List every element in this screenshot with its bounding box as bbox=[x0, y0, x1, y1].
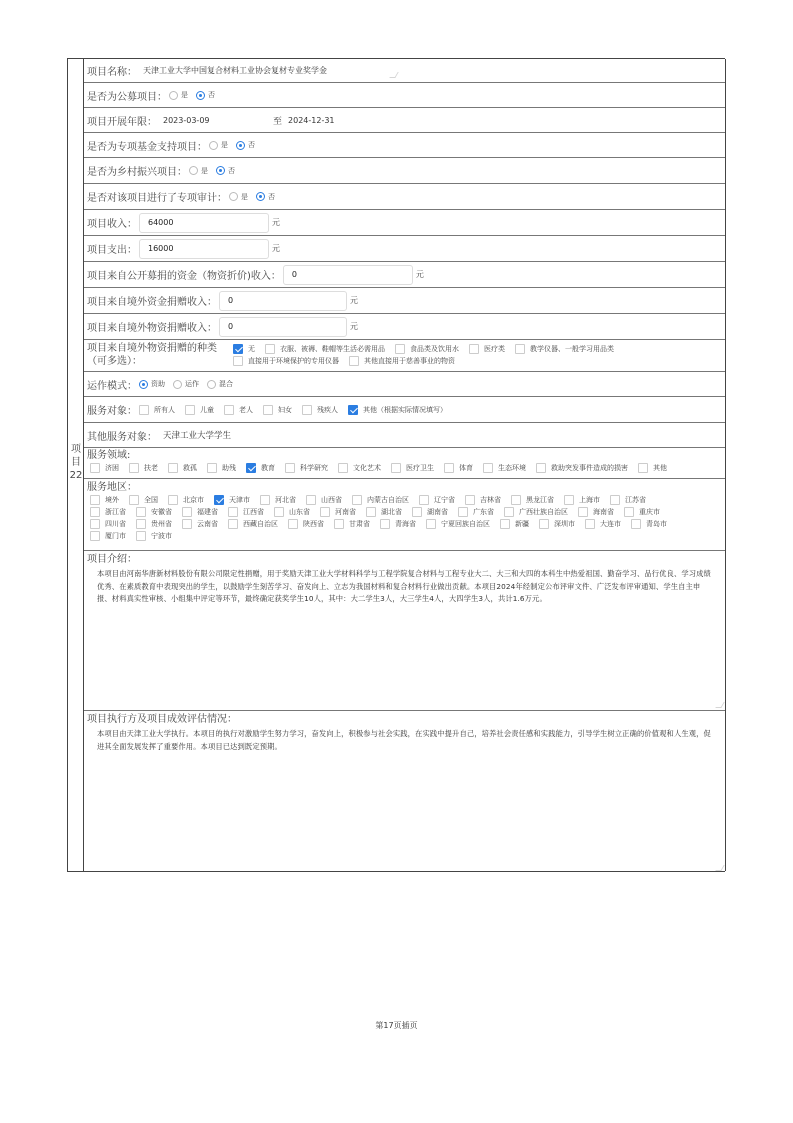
period-to-label: 至 bbox=[273, 116, 283, 127]
introduction-label: 项目介绍： bbox=[87, 554, 137, 565]
period-end-field[interactable]: 2024-12-31 bbox=[288, 115, 335, 125]
expense-input[interactable]: 16000 bbox=[139, 239, 269, 259]
region-label: 海南省 bbox=[593, 508, 614, 516]
region-label: 内蒙古自治区 bbox=[367, 496, 409, 504]
label-line: 项目来自境外物资捐赠的种类 bbox=[87, 343, 217, 354]
rural-revitalization-no-radio[interactable] bbox=[216, 166, 225, 175]
overseas-fund-income-label: 项目来自境外资金捐赠收入： bbox=[87, 297, 217, 308]
special-fund-row bbox=[84, 133, 725, 158]
region-label: 深圳市 bbox=[554, 520, 575, 528]
public-fundraising-yes-radio[interactable] bbox=[169, 91, 178, 100]
checkbox-label: 衣服、被褥、鞋帽等生活必需用品 bbox=[280, 345, 385, 353]
field-elderly-checkbox[interactable] bbox=[129, 463, 139, 473]
region-checkbox[interactable] bbox=[136, 531, 146, 541]
region-label: 上海市 bbox=[579, 496, 600, 504]
region-checkbox[interactable] bbox=[90, 507, 100, 517]
overseas-goods-income-input[interactable]: 0 bbox=[219, 317, 347, 337]
region-label: 安徽省 bbox=[151, 508, 172, 516]
region-label: 江西省 bbox=[243, 508, 264, 516]
other-targets-row bbox=[84, 423, 725, 448]
checkbox-label: 教育 bbox=[261, 464, 275, 472]
field-medical-checkbox[interactable] bbox=[391, 463, 401, 473]
radio-label-no: 否 bbox=[268, 192, 275, 201]
special-audit-label: 是否对该项目进行了专项审计： bbox=[87, 193, 227, 204]
field-education-checkbox[interactable] bbox=[246, 463, 256, 473]
overseas-goods-income-row bbox=[84, 314, 725, 340]
checkbox-label: 医疗卫生 bbox=[406, 464, 434, 472]
field-other-checkbox[interactable] bbox=[638, 463, 648, 473]
public-fund-income-unit: 元 bbox=[415, 270, 424, 279]
target-disabled-checkbox[interactable] bbox=[302, 405, 312, 415]
regions-line bbox=[88, 530, 725, 542]
region-label: 广东省 bbox=[473, 508, 494, 516]
public-fundraising-label: 是否为公募项目： bbox=[87, 91, 167, 103]
checkbox-label: 其他 bbox=[653, 464, 667, 472]
public-fund-income-input[interactable]: 0 bbox=[283, 265, 413, 285]
goods-type-none-checkbox[interactable] bbox=[233, 344, 243, 354]
overseas-goods-types-options bbox=[231, 340, 622, 367]
service-fields-row bbox=[84, 448, 725, 479]
radio-label-no: 否 bbox=[208, 91, 215, 99]
region-label: 宁波市 bbox=[151, 532, 172, 540]
region-label: 陕西省 bbox=[303, 520, 324, 528]
region-checkbox[interactable] bbox=[168, 495, 178, 505]
checkbox-label: 扶老 bbox=[144, 464, 158, 472]
checkbox-label: 其他（根据实际情况填写） bbox=[363, 405, 447, 414]
overseas-fund-income-row bbox=[84, 288, 725, 314]
radio-label-yes: 是 bbox=[201, 166, 208, 175]
region-label: 辽宁省 bbox=[434, 496, 455, 504]
region-checkbox[interactable] bbox=[334, 519, 344, 529]
region-label: 宁夏回族自治区 bbox=[441, 520, 490, 528]
resize-handle-icon[interactable] bbox=[715, 865, 724, 871]
radio-label-no: 否 bbox=[248, 141, 255, 149]
region-label: 重庆市 bbox=[639, 508, 660, 516]
radio-label: 运作 bbox=[185, 380, 199, 388]
region-label: 四川省 bbox=[105, 520, 126, 528]
field-emergency-checkbox[interactable] bbox=[536, 463, 546, 473]
radio-label-yes: 是 bbox=[181, 91, 188, 99]
project-number-label bbox=[68, 443, 84, 482]
field-orphan-checkbox[interactable] bbox=[168, 463, 178, 473]
rural-revitalization-yes-radio[interactable] bbox=[189, 166, 198, 175]
side-label-char: 项 bbox=[71, 444, 81, 455]
service-targets-row bbox=[84, 397, 725, 423]
region-label: 江苏省 bbox=[625, 496, 646, 504]
region-label: 浙江省 bbox=[105, 508, 126, 516]
income-input[interactable]: 64000 bbox=[139, 213, 269, 233]
checkbox-label: 生态环境 bbox=[498, 464, 526, 472]
region-label: 天津市 bbox=[229, 496, 250, 504]
region-label: 青岛市 bbox=[646, 520, 667, 528]
resize-handle-icon[interactable] bbox=[715, 702, 724, 708]
radio-label-yes: 是 bbox=[241, 192, 248, 201]
expense-unit: 元 bbox=[272, 244, 280, 253]
region-label: 青海省 bbox=[395, 520, 416, 528]
region-checkbox[interactable] bbox=[90, 531, 100, 541]
region-label: 广西壮族自治区 bbox=[519, 508, 568, 516]
regions-line bbox=[88, 518, 725, 530]
region-label: 云南省 bbox=[197, 520, 218, 528]
overseas-goods-types-label bbox=[87, 340, 231, 368]
public-fund-income-row bbox=[84, 262, 725, 288]
service-fields-options bbox=[88, 462, 725, 474]
region-label: 河北省 bbox=[275, 496, 296, 504]
checkbox-label: 直接用于环境保护的专用仪器 bbox=[248, 357, 339, 365]
other-targets-label: 其他服务对象： bbox=[87, 431, 157, 443]
goods-type-medical-checkbox[interactable] bbox=[469, 344, 479, 354]
region-checkbox[interactable] bbox=[500, 519, 510, 529]
region-checkbox[interactable] bbox=[129, 495, 139, 505]
region-label: 湖北省 bbox=[381, 508, 402, 516]
operation-mode-label: 运作模式： bbox=[87, 380, 137, 392]
project-table bbox=[67, 58, 725, 872]
region-checkbox[interactable] bbox=[624, 507, 634, 517]
rural-revitalization-row bbox=[84, 158, 725, 184]
region-checkbox[interactable] bbox=[320, 507, 330, 517]
service-regions-options bbox=[88, 494, 725, 542]
page-footer: 第17页插页 bbox=[375, 1021, 418, 1030]
region-label: 西藏自治区 bbox=[243, 520, 278, 528]
special-fund-yes-radio[interactable] bbox=[209, 141, 218, 150]
operation-mode-operate-radio[interactable] bbox=[173, 380, 182, 389]
radio-label: 混合 bbox=[219, 380, 233, 388]
options-line bbox=[231, 343, 622, 355]
checkbox-label: 所有人 bbox=[154, 405, 175, 414]
region-label: 境外 bbox=[105, 496, 119, 504]
region-checkbox[interactable] bbox=[366, 507, 376, 517]
overseas-goods-income-label: 项目来自境外物资捐赠收入： bbox=[87, 323, 217, 334]
region-checkbox[interactable] bbox=[631, 519, 641, 529]
target-elderly-checkbox[interactable] bbox=[224, 405, 234, 415]
project-name-field[interactable]: 天津工业大学中国复合材料工业协会复材专业奖学金 bbox=[143, 66, 327, 75]
checkbox-label: 助残 bbox=[222, 464, 236, 472]
region-label: 湖南省 bbox=[427, 508, 448, 516]
checkbox-label: 教学仪器、一般学习用品类 bbox=[530, 345, 614, 353]
radio-label-no: 否 bbox=[228, 166, 235, 175]
checkbox-label: 体育 bbox=[459, 464, 473, 472]
income-row bbox=[84, 210, 725, 236]
target-women-checkbox[interactable] bbox=[263, 405, 273, 415]
special-fund-no-radio[interactable] bbox=[236, 141, 245, 150]
service-fields-label: 服务领域: bbox=[87, 450, 131, 461]
field-poverty-checkbox[interactable] bbox=[90, 463, 100, 473]
region-checkbox[interactable] bbox=[578, 507, 588, 517]
goods-type-other-checkbox[interactable] bbox=[349, 356, 359, 366]
goods-type-environment-checkbox[interactable] bbox=[233, 356, 243, 366]
field-ecology-checkbox[interactable] bbox=[483, 463, 493, 473]
special-fund-label: 是否为专项基金支持项目： bbox=[87, 141, 207, 153]
checkbox-label: 老人 bbox=[239, 405, 253, 414]
project-side-column bbox=[68, 59, 84, 871]
project-period-row bbox=[84, 108, 725, 133]
overseas-fund-income-input[interactable]: 0 bbox=[219, 291, 347, 311]
region-checkbox[interactable] bbox=[352, 495, 362, 505]
project-content bbox=[84, 59, 726, 871]
region-checkbox[interactable] bbox=[90, 519, 100, 529]
region-checkbox[interactable] bbox=[412, 507, 422, 517]
field-sports-checkbox[interactable] bbox=[444, 463, 454, 473]
radio-label: 资助 bbox=[151, 380, 165, 388]
region-checkbox[interactable] bbox=[182, 507, 192, 517]
side-label-char: 目 bbox=[71, 457, 81, 468]
checkbox-label: 残疾人 bbox=[317, 405, 338, 414]
evaluation-row bbox=[84, 711, 725, 873]
region-label: 北京市 bbox=[183, 496, 204, 504]
region-label: 黑龙江省 bbox=[526, 496, 554, 504]
field-research-checkbox[interactable] bbox=[285, 463, 295, 473]
public-fundraising-no-radio[interactable] bbox=[196, 91, 205, 100]
region-label: 吉林省 bbox=[480, 496, 501, 504]
checkbox-label: 妇女 bbox=[278, 405, 292, 414]
operation-mode-row bbox=[84, 372, 725, 397]
target-other-checkbox[interactable] bbox=[348, 405, 358, 415]
checkbox-label: 食品类及饮用水 bbox=[410, 345, 459, 353]
introduction-textarea[interactable]: 本项目由河南华唐新材料股份有限公司限定性捐赠，用于奖励天津工业大学材料科学与工程学院复合材料与工程专业大二、大三和大四的本科生中热爱祖国、勤奋学习、品行优良、学习成绩优秀、在素质教育中表现突出的学生，以鼓励学生刻苦学习、奋发向上、立志为我国材料和复合材料行业做出贡献。本项目2024年经制定公布评审文件、广泛发布评审通知、学生自主申报、材料真实性审核、小组集中评定等环节，最终确定获奖学生10人，其中：大二学生3人，大三学生4人，大四学生3人，共计1.6万元。 bbox=[97, 569, 711, 603]
field-culture-checkbox[interactable] bbox=[338, 463, 348, 473]
region-checkbox[interactable] bbox=[504, 507, 514, 517]
public-fundraising-row bbox=[84, 83, 725, 108]
options-line bbox=[231, 355, 622, 367]
region-checkbox[interactable] bbox=[458, 507, 468, 517]
target-children-checkbox[interactable] bbox=[185, 405, 195, 415]
rural-revitalization-label: 是否为乡村振兴项目： bbox=[87, 167, 187, 178]
region-checkbox[interactable] bbox=[465, 495, 475, 505]
income-label: 项目收入： bbox=[87, 219, 137, 230]
side-label-number: 22 bbox=[69, 470, 83, 481]
region-checkbox[interactable] bbox=[288, 519, 298, 529]
evaluation-textarea[interactable]: 本项目由天津工业大学执行。本项目的执行对激励学生努力学习，奋发向上，积极参与社会实践，在实践中提升自己，培养社会责任感和实践能力，引导学生树立正确的价值观和人生观，促进其全面发展发挥了重要作用。本项目已达到既定预期。 bbox=[97, 729, 711, 751]
checkbox-label: 济困 bbox=[105, 464, 119, 472]
evaluation-label: 项目执行方及项目成效评估情况： bbox=[87, 714, 237, 725]
region-checkbox[interactable] bbox=[228, 507, 238, 517]
region-checkbox[interactable] bbox=[136, 507, 146, 517]
region-checkbox[interactable] bbox=[136, 519, 146, 529]
region-label: 全国 bbox=[144, 496, 158, 504]
region-checkbox[interactable] bbox=[90, 495, 100, 505]
overseas-goods-income-unit: 元 bbox=[350, 322, 358, 331]
region-label: 福建省 bbox=[197, 508, 218, 516]
checkbox-label: 科学研究 bbox=[300, 464, 328, 472]
expense-row bbox=[84, 236, 725, 262]
label-line: （可多选）： bbox=[87, 356, 142, 367]
region-checkbox[interactable] bbox=[419, 495, 429, 505]
region-label: 山西省 bbox=[321, 496, 342, 504]
service-targets-label: 服务对象： bbox=[87, 406, 137, 417]
special-audit-yes-radio[interactable] bbox=[229, 192, 238, 201]
period-start-field[interactable]: 2023-03-09 bbox=[163, 115, 210, 125]
operation-mode-mixed-radio[interactable] bbox=[207, 380, 216, 389]
region-label: 大连市 bbox=[600, 520, 621, 528]
region-checkbox[interactable] bbox=[564, 495, 574, 505]
service-regions-label: 服务地区： bbox=[87, 482, 137, 493]
region-checkbox[interactable] bbox=[610, 495, 620, 505]
expense-label: 项目支出： bbox=[87, 245, 137, 256]
project-period-label: 项目开展年限： bbox=[87, 116, 157, 128]
income-unit: 元 bbox=[272, 218, 280, 227]
regions-line bbox=[88, 506, 725, 518]
radio-label-yes: 是 bbox=[221, 141, 228, 149]
checkbox-label: 其他直接用于慈善事业的物资 bbox=[364, 357, 455, 365]
field-disability-checkbox[interactable] bbox=[207, 463, 217, 473]
goods-type-food-checkbox[interactable] bbox=[395, 344, 405, 354]
public-fund-income-label: 项目来自公开募捐的资金（物资折价)收入： bbox=[87, 271, 281, 282]
region-checkbox[interactable] bbox=[585, 519, 595, 529]
region-label: 河南省 bbox=[335, 508, 356, 516]
region-checkbox[interactable] bbox=[228, 519, 238, 529]
checkbox-label: 救孤 bbox=[183, 464, 197, 472]
checkbox-label: 儿童 bbox=[200, 405, 214, 414]
special-audit-row bbox=[84, 184, 725, 210]
checkbox-label: 无 bbox=[248, 345, 255, 353]
region-checkbox[interactable] bbox=[182, 519, 192, 529]
project-name-row bbox=[84, 59, 725, 83]
region-checkbox[interactable] bbox=[539, 519, 549, 529]
other-targets-field[interactable]: 天津工业大学学生 bbox=[163, 431, 232, 441]
overseas-fund-income-unit: 元 bbox=[350, 296, 358, 305]
region-label: 贵州省 bbox=[151, 520, 172, 528]
region-checkbox[interactable] bbox=[260, 495, 270, 505]
region-checkbox[interactable] bbox=[214, 495, 224, 505]
region-label: 厦门市 bbox=[105, 532, 126, 540]
checkbox-label: 医疗类 bbox=[484, 345, 505, 353]
operation-mode-funding-radio[interactable] bbox=[139, 380, 148, 389]
region-checkbox[interactable] bbox=[511, 495, 521, 505]
service-regions-row bbox=[84, 479, 725, 551]
checkbox-label: 救助突发事件造成的损害 bbox=[551, 464, 628, 472]
goods-type-necessities-checkbox[interactable] bbox=[265, 344, 275, 354]
project-name-label: 项目名称： bbox=[87, 67, 137, 78]
goods-type-teaching-checkbox[interactable] bbox=[515, 344, 525, 354]
checkbox-label: 文化艺术 bbox=[353, 464, 381, 472]
overseas-goods-types-row bbox=[84, 340, 725, 372]
region-label: 山东省 bbox=[289, 508, 310, 516]
region-checkbox[interactable] bbox=[426, 519, 436, 529]
region-label: 甘肃省 bbox=[349, 520, 370, 528]
regions-line bbox=[88, 494, 725, 506]
resize-handle-icon[interactable] bbox=[389, 72, 398, 78]
region-checkbox[interactable] bbox=[306, 495, 316, 505]
introduction-row bbox=[84, 551, 725, 711]
region-checkbox[interactable] bbox=[274, 507, 284, 517]
special-audit-no-radio[interactable] bbox=[256, 192, 265, 201]
region-label: 新疆 bbox=[515, 520, 529, 528]
region-checkbox[interactable] bbox=[380, 519, 390, 529]
target-everyone-checkbox[interactable] bbox=[139, 405, 149, 415]
